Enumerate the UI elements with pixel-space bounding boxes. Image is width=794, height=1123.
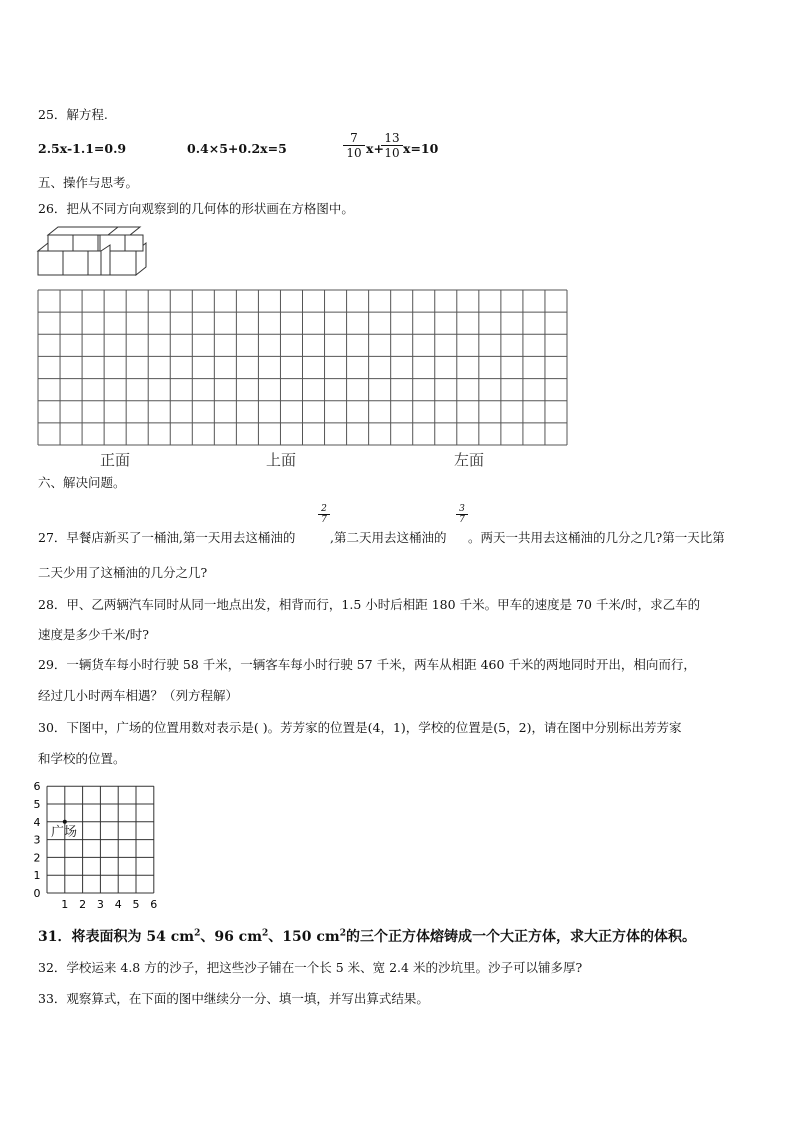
x-tick-label: 6 [150,898,158,911]
eq3-text: x+ [366,141,384,156]
fraction: $\frac{13}{10}$ [381,131,403,160]
q26-text: 26．把从不同方向观察到的几何体的形状画在方格图中。 [38,201,354,216]
superscript: 2 [194,928,201,939]
q27-text: 27．早餐店新买了一桶油,第一天用去这桶油的 [38,530,296,545]
q31-part: 的三个正方体熔铸成一个大正方体，求大正方体的体积。 [346,929,696,945]
x-tick-label: 4 [114,898,122,911]
plaza-point [63,820,67,824]
superscript: 2 [262,928,269,939]
x-tick-label: 5 [132,898,140,911]
q27-text: 。两天一共用去这桶油的几分之几?第一天比第 [468,530,725,545]
q29-line2: 经过几小时两车相遇？（列方程解） [38,688,239,703]
section-6-heading: 六、解决问题。 [38,475,126,490]
label-front-view: 正面 [100,451,131,469]
q25-equation-2: 0.4×5+0.2x=5 [187,141,287,156]
y-tick-label: 6 [33,780,41,794]
q30-line2: 和学校的位置。 [38,751,126,766]
plaza-label: 广场 [51,824,78,840]
q28-line2: 速度是多少千米/时? [38,627,149,642]
q31-part: 31．将表面积为 54 cm [38,929,195,945]
x-tick-label: 2 [79,898,87,911]
q28-line1: 28．甲、乙两辆汽车同时从同一地点出发，相背而行，1.5 小时后相距 180 千米。甲车的速度是 70 千米/时，求乙车的 [38,597,701,612]
section-5-heading: 五、操作与思考。 [38,175,139,190]
y-tick-label: 5 [33,798,41,811]
x-tick-label: 1 [61,898,69,911]
fraction: $\frac{7}{10}$ [343,131,365,160]
y-tick-label: 4 [33,815,41,829]
q30-line1: 30．下图中，广场的位置用数对表示是( )。芳芳家的位置是(4，1)，学校的位置是(5，2)，请在图中分别标出芳芳家 [38,720,682,735]
q33-text: 33．观察算式，在下面的图中继续分一分、填一填，并写出算式结果。 [38,991,429,1006]
y-tick-label: 1 [33,869,41,883]
q27-line2: 二天少用了这桶油的几分之几? [38,565,208,580]
y-tick-label: 3 [33,833,41,847]
label-left-view: 左面 [454,451,485,469]
q31-part: 、96 cm [200,929,263,945]
q32-text: 32．学校运来 4.8 方的沙子，把这些沙子铺在一个长 5 米、宽 2.4 米的沙坑里。沙子可以铺多厚? [38,960,583,975]
y-tick-label: 2 [33,851,41,865]
fraction-2-7: $\frac{2}{7}$ [318,504,330,525]
superscript: 2 [339,928,346,939]
q31-part: 、150 cm [268,929,340,945]
fraction-3-7: $\frac{3}{7}$ [456,504,468,525]
q25-title: 25．解方程. [38,107,108,122]
q27-text: ,第二天用去这桶油的 [330,530,447,545]
y-tick-label: 0 [33,887,41,900]
eq3-text: x=10 [403,141,439,156]
label-top-view: 上面 [266,451,297,469]
q31-text [38,926,696,946]
x-tick-label: 3 [96,898,104,911]
q25-equation-1: 2.5x-1.1=0.9 [38,141,127,156]
q29-line1: 29．一辆货车每小时行驶 58 千米，一辆客车每小时行驶 57 千米，两车从相距 460 千米的两地同时开出，相向而行， [38,657,696,672]
